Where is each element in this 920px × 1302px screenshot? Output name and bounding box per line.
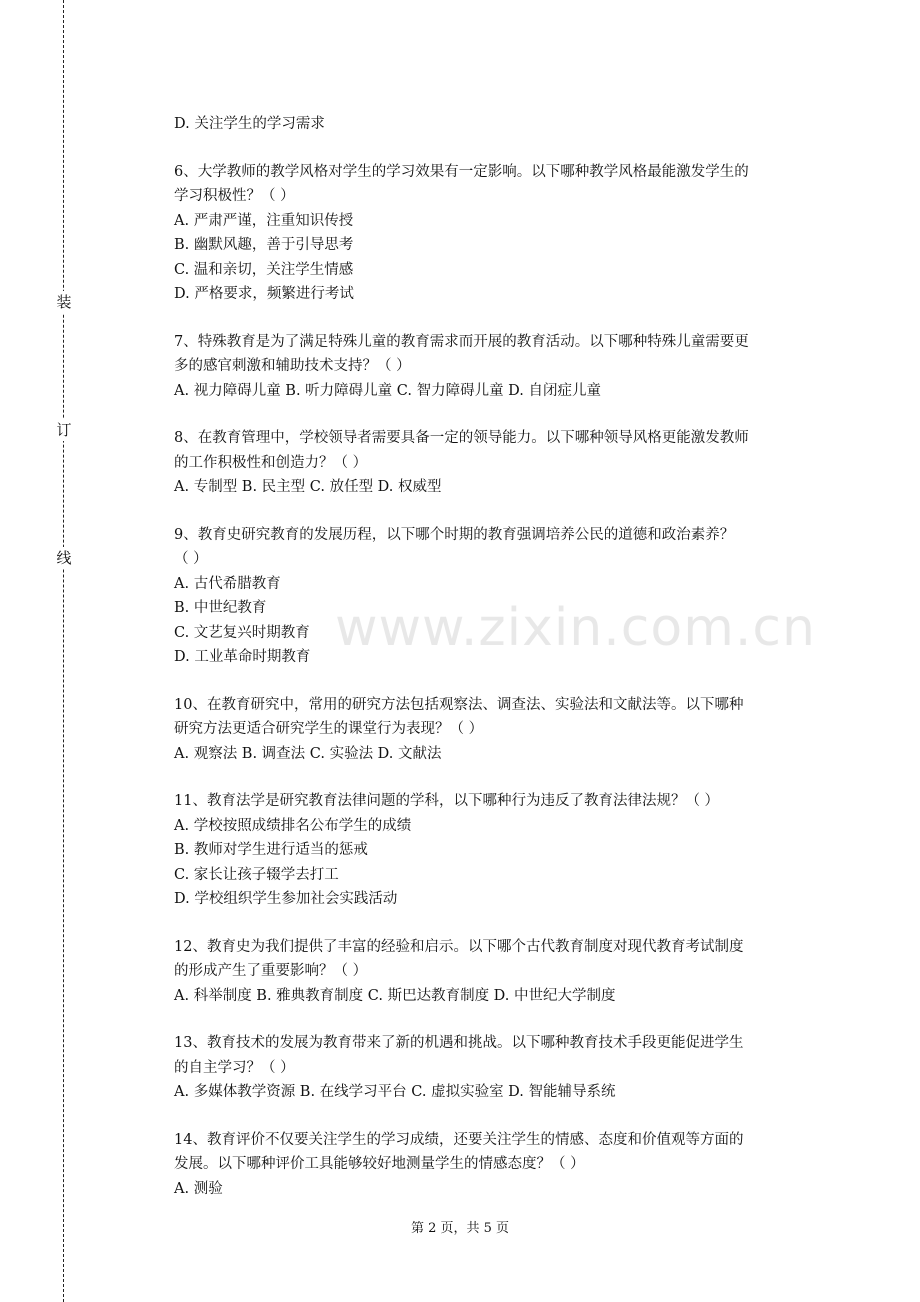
q11-stem: 11、教育法学是研究教育法律问题的学科，以下哪种行为违反了教育法律法规？（ ） (174, 793, 720, 809)
q7-stem-line2: 多的感官刺激和辅助技术支持？（ ） (174, 358, 411, 374)
binding-char-ding: 订 (54, 419, 74, 441)
q5-option-d: D. 关注学生的学习需求 (174, 116, 325, 132)
binding-char-zhuang: 装 (54, 291, 74, 313)
q8-stem-line1: 8、在教育管理中，学校领导者需要具备一定的领导能力。以下哪种领导风格更能激发教师 (174, 430, 749, 446)
q11-option-b: B. 教师对学生进行适当的惩戒 (174, 842, 368, 858)
q7-options: A. 视力障碍儿童 B. 听力障碍儿童 C. 智力障碍儿童 D. 自闭症儿童 (174, 382, 602, 399)
q13-options: A. 多媒体教学资源 B. 在线学习平台 C. 虚拟实验室 D. 智能辅导系统 (174, 1084, 616, 1100)
q6-stem-line1: 6、大学教师的教学风格对学生的学习效果有一定影响。以下哪种教学风格最能激发学生的 (174, 163, 749, 180)
q9-option-d: D. 工业革命时期教育 (174, 649, 311, 665)
q9-option-c: C. 文艺复兴时期教育 (174, 624, 310, 641)
q10-options: A. 观察法 B. 调查法 C. 实验法 D. 文献法 (174, 745, 442, 762)
q13-stem-line2: 的自主学习？（ ） (174, 1059, 295, 1076)
page-footer: 第 2 页，共 5 页 (410, 1221, 510, 1236)
q14-stem-line1: 14、教育评价不仅要关注学生的学习成绩，还要关注学生的情感、态度和价值观等方面的 (174, 1131, 744, 1148)
q9-option-b: B. 中世纪教育 (174, 600, 267, 616)
q12-options: A. 科举制度 B. 雅典教育制度 C. 斯巴达教育制度 D. 中世纪大学制度 (174, 987, 616, 1004)
q6-stem-line2: 学习积极性？（ ） (174, 188, 295, 204)
q11-option-a: A. 学校按照成绩排名公布学生的成绩 (174, 817, 412, 834)
exam-content (174, 112, 814, 1201)
q13-stem-line1: 13、教育技术的发展为教育带来了新的机遇和挑战。以下哪种教育技术手段更能促进学生 (174, 1035, 744, 1051)
q7-stem-line1: 7、特殊教育是为了满足特殊儿童的教育需求而开展的教育活动。以下哪种特殊儿童需要更 (174, 333, 749, 350)
q6-option-b: B. 幽默风趣，善于引导思考 (174, 237, 354, 253)
q8-stem-line2: 的工作积极性和创造力？（ ） (174, 454, 368, 471)
q10-stem-line2: 研究方法更适合研究学生的课堂行为表现？（ ） (174, 721, 484, 737)
q6-option-d: D. 严格要求，频繁进行考试 (174, 286, 354, 302)
q9-option-a: A. 古代希腊教育 (174, 575, 281, 592)
q11-option-c: C. 家长让孩子辍学去打工 (174, 866, 339, 883)
q14-option-a: A. 测验 (174, 1180, 223, 1197)
q14-stem-line2: 发展。以下哪种评价工具能够较好地测量学生的情感态度？（ ） (174, 1156, 585, 1172)
q12-stem-line2: 的形成产生了重要影响？（ ） (174, 963, 368, 979)
q10-stem-line1: 10、在教育研究中，常用的研究方法包括观察法、调查法、实验法和文献法等。以下哪种 (174, 696, 744, 713)
q9-stem-line2: （ ） (174, 551, 208, 567)
q6-option-a: A. 严肃严谨，注重知识传授 (174, 212, 354, 229)
q6-option-c: C. 温和亲切，关注学生情感 (174, 261, 354, 278)
q11-option-d: D. 学校组织学生参加社会实践活动 (174, 891, 398, 907)
q9-stem-line1: 9、教育史研究教育的发展历程，以下哪个时期的教育强调培养公民的道德和政治素养？ (174, 526, 735, 543)
watermark: www.zixin.com.cn (335, 598, 816, 658)
binding-dashed-line (63, 0, 64, 1302)
q12-stem-line1: 12、教育史为我们提供了丰富的经验和启示。以下哪个古代教育制度对现代教育考试制度 (174, 938, 744, 955)
binding-char-xian: 线 (54, 547, 74, 569)
q8-options: A. 专制型 B. 民主型 C. 放任型 D. 权威型 (174, 479, 442, 495)
